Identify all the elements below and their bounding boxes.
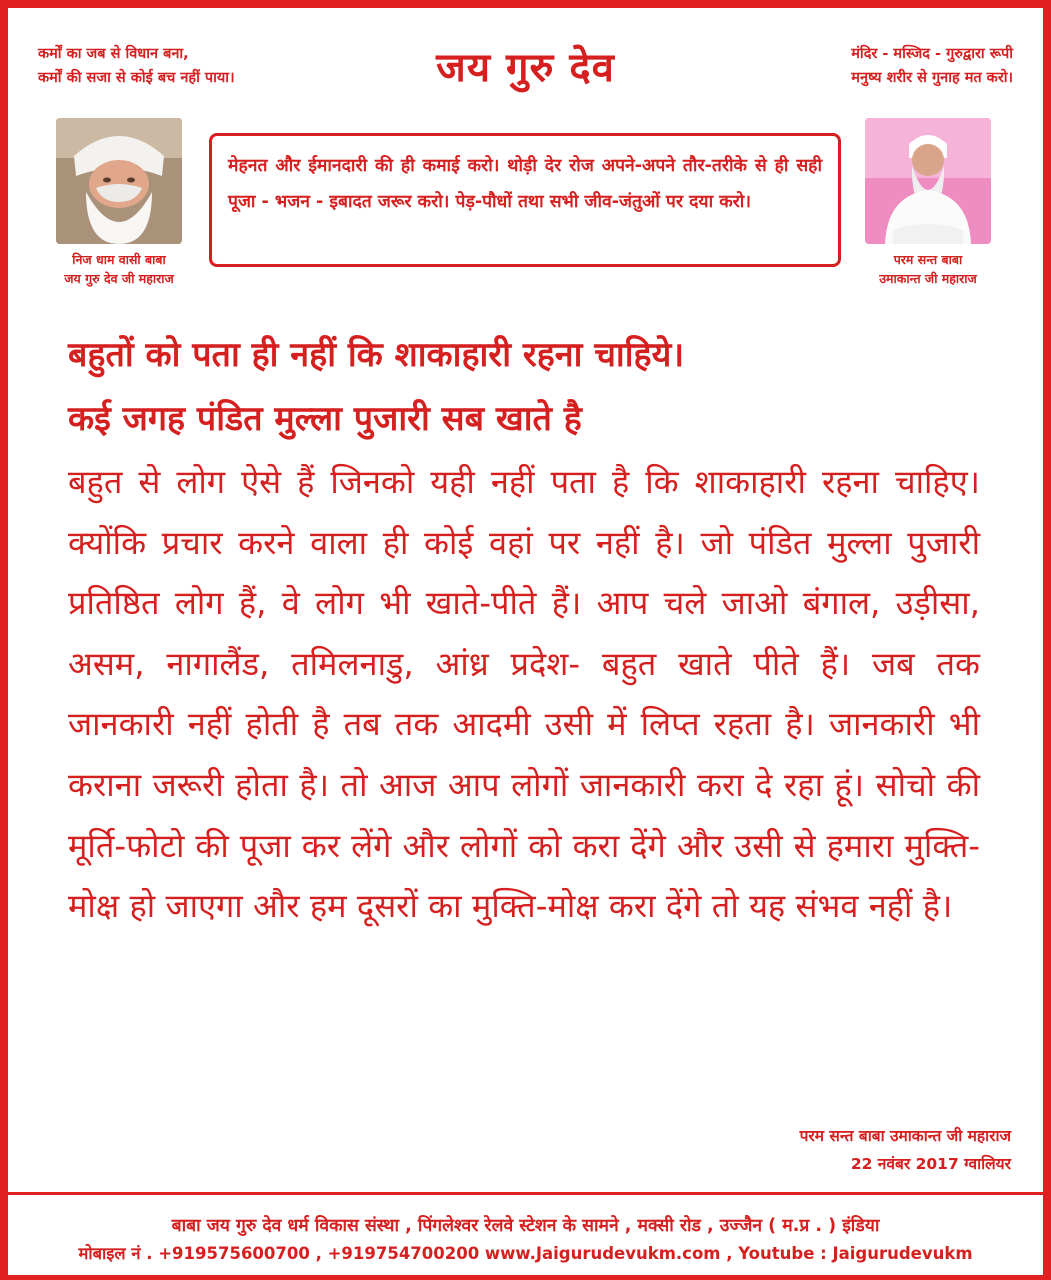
caption-line: परम सन्त बाबा xyxy=(893,252,963,267)
signature-block xyxy=(800,1122,1011,1178)
caption-line: जय गुरु देव जी महाराज xyxy=(64,271,174,286)
page-title: जय गुरु देव xyxy=(436,45,615,91)
right-quote xyxy=(851,42,1013,90)
footer xyxy=(8,1192,1043,1275)
right-portrait-caption xyxy=(843,250,1013,288)
signature-date-place: 22 नवंबर 2017 ग्वालियर xyxy=(850,1155,1011,1173)
portrait-baba-umakant xyxy=(865,118,991,244)
right-quote-line: मंदिर - मस्जिद - गुरुद्वारा रूपी xyxy=(851,46,1013,62)
left-quote-line: कर्मों का जब से विधान बना, xyxy=(38,46,189,62)
body-paragraph: बहुत से लोग ऐसे हैं जिनको यही नहीं पता है कि शाकाहारी रहना चाहिए। क्योंकि प्रचार करने वाला ही कोई वहां पर नहीं है। जो पंडित मुल्ला पुजारी प्रतिष्ठित लोग हैं, वे लोग भी खाते-पीते हैं। आप चले जाओ बंगाल, उड़ीसा, असम, नागालैंड, तमिलनाडु, आंध्र प्रदेश- बहुत खाते पीते हैं। जब तक जानकारी नहीं होती है तब तक आदमी उसी में लिप्त रहता है। जानकारी भी कराना जरूरी होता है। तो आज आप लोगों जानकारी करा दे रहा हूं। सोचो की मूर्ति-फोटो की पूजा कर लेंगे और लोगों को करा देंगे और उसी से हमारा मुक्ति-मोक्ष हो जाएगा और हम दूसरों का मुक्ति-मोक्ष करा देंगे तो यह संभव नहीं है। xyxy=(68,463,980,926)
message-box: मेहनत और ईमानदारी की ही कमाई करो। थोड़ी देर रोज अपने-अपने तौर-तरीके से ही सही पूजा - भजन - इबादत जरूर करो। पेड़-पौधों तथा सभी जीव-जंतुओं पर दया करो। xyxy=(209,133,841,267)
footer-contact: मोबाइल नं . +919575600700 , +919754700200 www.Jaigurudevukm.com , Youtube : Jaigurudevukm xyxy=(78,1244,973,1263)
headline-primary: बहुतों को पता ही नहीं कि शाकाहारी रहना चाहिये। xyxy=(68,335,685,375)
left-portrait-caption xyxy=(34,250,204,288)
caption-line: उमाकान्त जी महाराज xyxy=(879,271,977,286)
headline-secondary: कई जगह पंडित मुल्ला पुजारी सब खाते है xyxy=(68,399,582,439)
footer-address: बाबा जय गुरु देव धर्म विकास संस्था , पिंगलेश्वर रेलवे स्टेशन के सामने , मक्सी रोड , उज्जैन ( म.प्र . ) इंडिया xyxy=(171,1216,880,1236)
left-quote-line: कर्मों की सजा से कोई बच नहीं पाया। xyxy=(38,70,235,86)
portrait-baba-jai-guru-dev xyxy=(56,118,182,244)
caption-line: निज धाम वासी बाबा xyxy=(72,252,166,267)
signature-name: परम सन्त बाबा उमाकान्त जी महाराज xyxy=(799,1127,1011,1145)
right-quote-line: मनुष्य शरीर से गुनाह मत करो। xyxy=(851,70,1013,86)
